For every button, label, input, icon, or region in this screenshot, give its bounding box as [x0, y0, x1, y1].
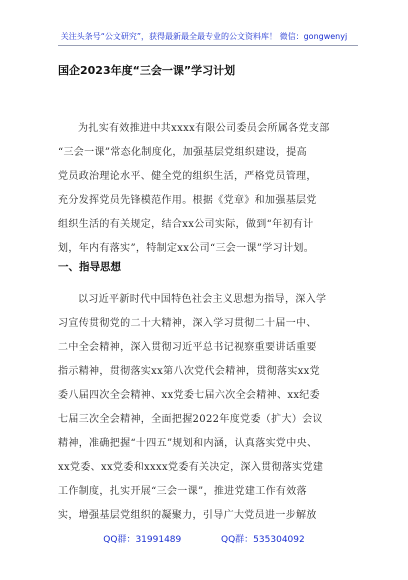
intro-line: 党员政治理论水平、健全党的组织生活，严格党员管理， [58, 171, 317, 182]
header-divider [58, 45, 358, 46]
guiding-line: 精神，准确把握“十四五”规划和内涵，认真落实党中央、 [58, 438, 318, 449]
guiding-line: xx党委、xx党委和xxxx党委有关决定，深入贯彻落实党建 [58, 462, 324, 473]
guiding-line: 习宣传贯彻党的二十大精神，深入学习贯彻二十届一中、 [58, 318, 317, 329]
intro-line: 为扎实有效推进中共xxxx有限公司委员会所属各党支部 [78, 123, 330, 134]
guiding-thought-paragraph [58, 288, 358, 528]
intro-paragraph [58, 117, 358, 261]
header-promo-note: 关注头条号“公文研究”，获得最新最全最专业的公文资料库！ 微信：gongwenyj [60, 32, 348, 41]
section-heading-guiding-thought: 一、指导思想 [58, 261, 121, 273]
guiding-line: 工作制度，扎实开展“三会一课”，推进党建工作有效落 [58, 486, 307, 497]
guiding-line: 二中全会精神，深入贯彻习近平总书记视察重要讲话重要 [58, 342, 317, 353]
guiding-line: 指示精神，贯彻落实xx第八次党代会精神，贯彻落实xx党 [58, 366, 321, 377]
qq-group-secondary: QQ群：535304092 [221, 535, 305, 545]
qq-group-primary: QQ群：31991489 [103, 535, 182, 545]
intro-line: 划，年内有落实”，特制定xx公司“三会一课”学习计划。 [58, 243, 315, 254]
guiding-line: 实，增强基层党组织的凝聚力，引导广大党员进一步解放 [58, 510, 317, 521]
intro-line: 组织生活的有关规定，结合xx公司实际，做到“年初有计 [58, 219, 314, 230]
guiding-line: 七届三次全会精神，全面把握2022年度党委（扩大）会议 [58, 414, 323, 425]
intro-line: “三会一课”常态化制度化，加强基层党组织建设，提高 [58, 147, 307, 158]
footer-contact [0, 532, 408, 545]
guiding-line: 以习近平新时代中国特色社会主义思想为指导，深入学 [78, 294, 327, 305]
guiding-line: 委八届四次全会精神、xx党委七届六次全会精神、xx纪委 [58, 390, 321, 401]
document-title: 国企2023年度“三会一课”学习计划 [58, 64, 236, 77]
intro-line: 充分发挥党员先锋模范作用。根据《党章》和加强基层党 [58, 195, 317, 206]
